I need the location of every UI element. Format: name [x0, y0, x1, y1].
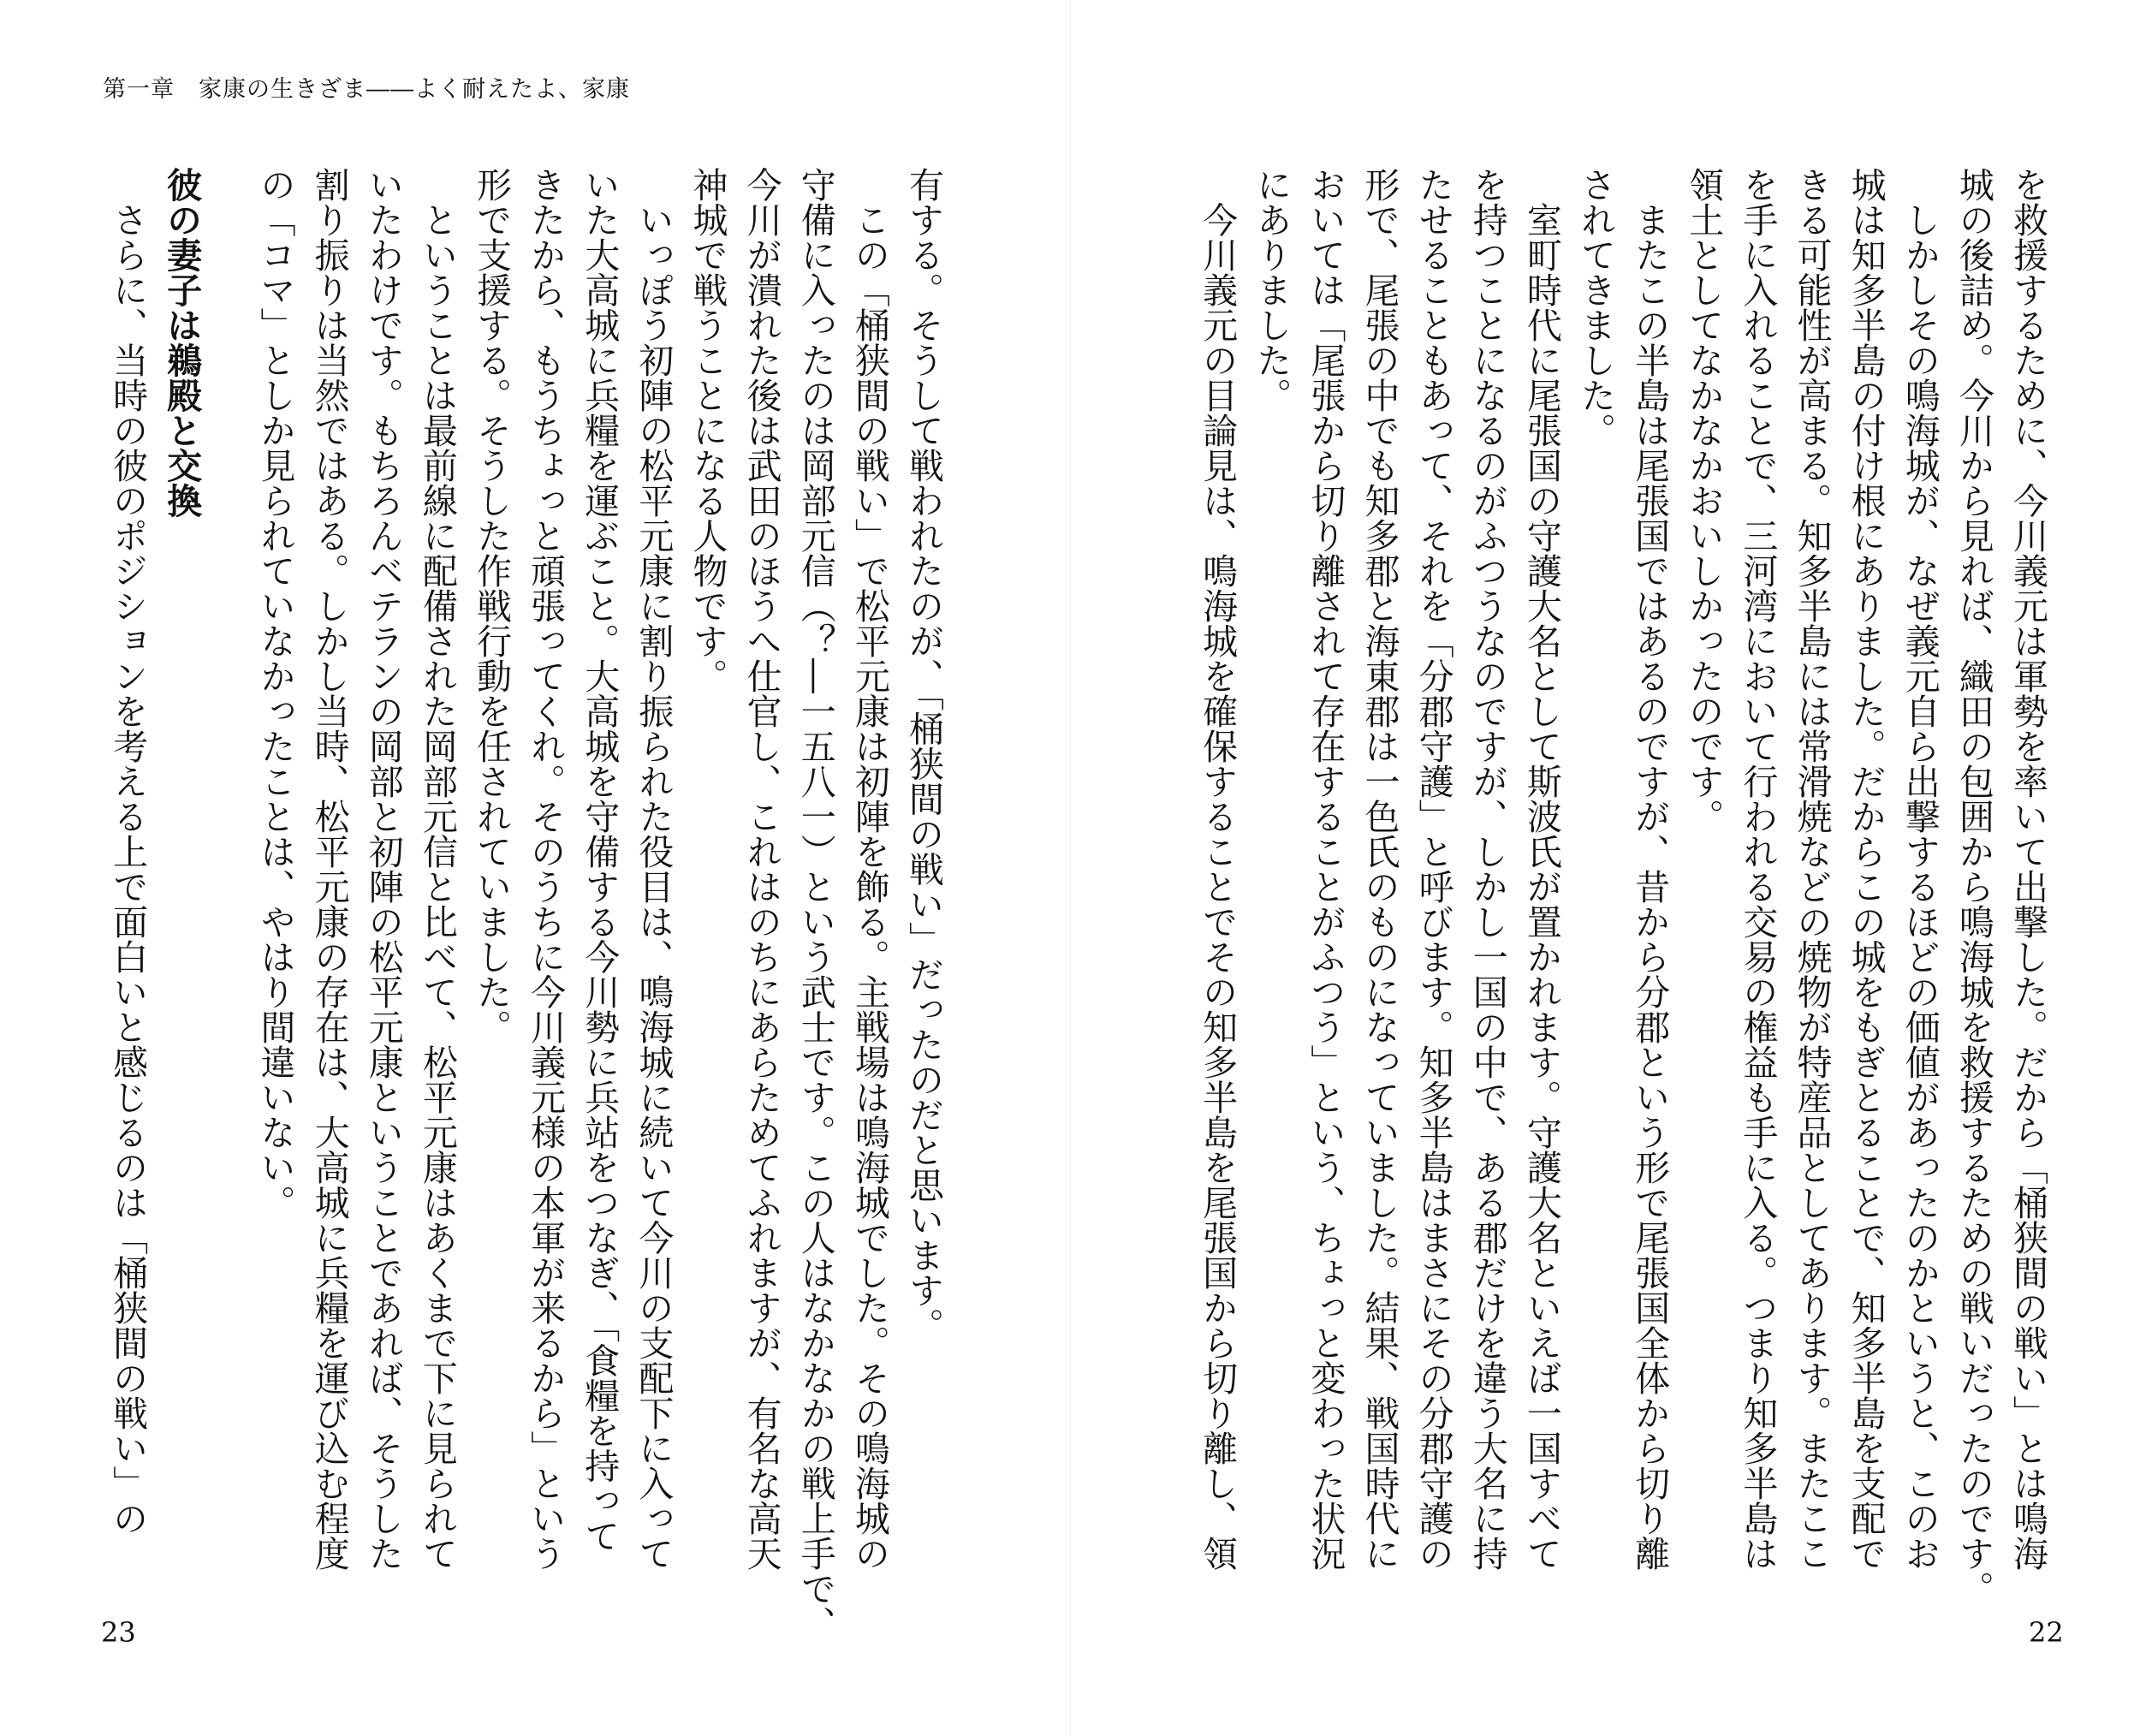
- text-line: 城は知多半島の付け根にありました。だからこの城をもぎとることで、知多半島を支配で: [1845, 167, 1887, 1571]
- text-line: にありました。: [1251, 167, 1293, 413]
- page-number-right: 22: [2029, 1616, 2064, 1649]
- text-line: いた大高城に兵糧を運ぶこと。大高城を守備する今川勢に兵站をつなぎ、「食糧を持って: [579, 167, 621, 1554]
- text-line: またこの半島は尾張国ではあるのですが、昔から分郡という形で尾張国全体から切り離: [1629, 167, 1671, 1571]
- text-line: 今川が潰れた後は武田のほうへ仕官し、これはのちにあらためてふれますが、有名な高天: [740, 167, 782, 1571]
- text-line: きる可能性が高まる。知多半島には常滑焼などの焼物が特産品としてあります。またここ: [1791, 167, 1833, 1571]
- text-line: 守備に入ったのは岡部元信（？―一五八一）という武士です。この人はなかなかの戦上手で、: [794, 167, 836, 1641]
- text-line: たせることもあって、それを「分郡守護」と呼びます。知多半島はまさにその分郡守護の: [1412, 167, 1454, 1571]
- text-line: されてきました。: [1575, 167, 1616, 448]
- text-line: 割り振りは当然ではある。しかし当時、松平元康の存在は、大高城に兵糧を運び込む程度: [308, 167, 350, 1571]
- running-head: 第一章 家康の生きざま――よく耐えたよ、家康: [103, 76, 630, 103]
- text-line: この「桶狭間の戦い」で松平元康は初陣を飾る。主戦場は鳴海城でした。その鳴海城の: [848, 167, 890, 1571]
- page-number-left: 23: [101, 1616, 136, 1649]
- text-line: しかしその鳴海城が、なぜ義元自ら出撃するほどの価値があったのかというと、このお: [1899, 167, 1941, 1571]
- text-line: を持つことになるのがふつうなのですが、しかし一国の中で、ある郡だけを違う大名に持: [1466, 167, 1508, 1571]
- text-line: いたわけです。もちろんベテランの岡部と初陣の松平元康ということであれば、そうした: [362, 167, 404, 1571]
- text-line: 今川義元の目論見は、鳴海城を確保することでその知多半島を尾張国から切り離し、領: [1197, 167, 1239, 1571]
- text-line: の「コマ」としか見られていなかったことは、やはり間違いない。: [254, 167, 296, 1220]
- text-line: を救援するために、今川義元は軍勢を率いて出撃した。だから「桶狭間の戦い」とは鳴海: [2007, 167, 2048, 1571]
- text-line: 室町時代に尾張国の守護大名として斯波氏が置かれます。守護大名といえば一国すべて: [1520, 167, 1562, 1571]
- text-line: ということは最前線に配備された岡部元信と比べて、松平元康はあくまで下に見られて: [416, 167, 458, 1571]
- text-line: 城の後詰め。今川から見れば、織田の包囲から鳴海城を救援するための戦いだったのです。: [1953, 167, 1994, 1606]
- text-line: を手に入れることで、三河湾において行われる交易の権益も手に入る。つまり知多半島は: [1737, 167, 1779, 1571]
- text-line: おいては「尾張から切り離されて存在することがふつう」という、ちょっと変わった状況: [1305, 167, 1346, 1571]
- text-line: 形で、尾張の中でも知多郡と海東郡は一色氏のものになっていました。結果、戦国時代に: [1358, 167, 1400, 1571]
- right-page-body: [1197, 167, 2054, 1606]
- section-heading: 彼の妻子は鵜殿と交換: [161, 167, 203, 518]
- text-line: 形で支援する。そうした作戦行動を任されていました。: [471, 167, 512, 1044]
- text-line: きたから、もうちょっと頑張ってくれ。そのうちに今川義元様の本軍が来るから」という: [525, 167, 567, 1571]
- text-line: 有する。そうして戦われたのが、「桶狭間の戦い」だったのだと思います。: [903, 167, 944, 1343]
- section-first-line: さらに、当時の彼のポジションを考える上で面白いと感じるのは「桶狭間の戦い」の: [107, 167, 149, 1536]
- left-page-body: [254, 167, 950, 1641]
- text-line: いっぽう初陣の松平元康に割り振られた役目は、鳴海城に続いて今川の支配下に入って: [633, 167, 675, 1571]
- text-line: 領土としてなかなかおいしかったのです。: [1683, 167, 1725, 834]
- text-line: 神城で戦うことになる人物です。: [687, 167, 728, 693]
